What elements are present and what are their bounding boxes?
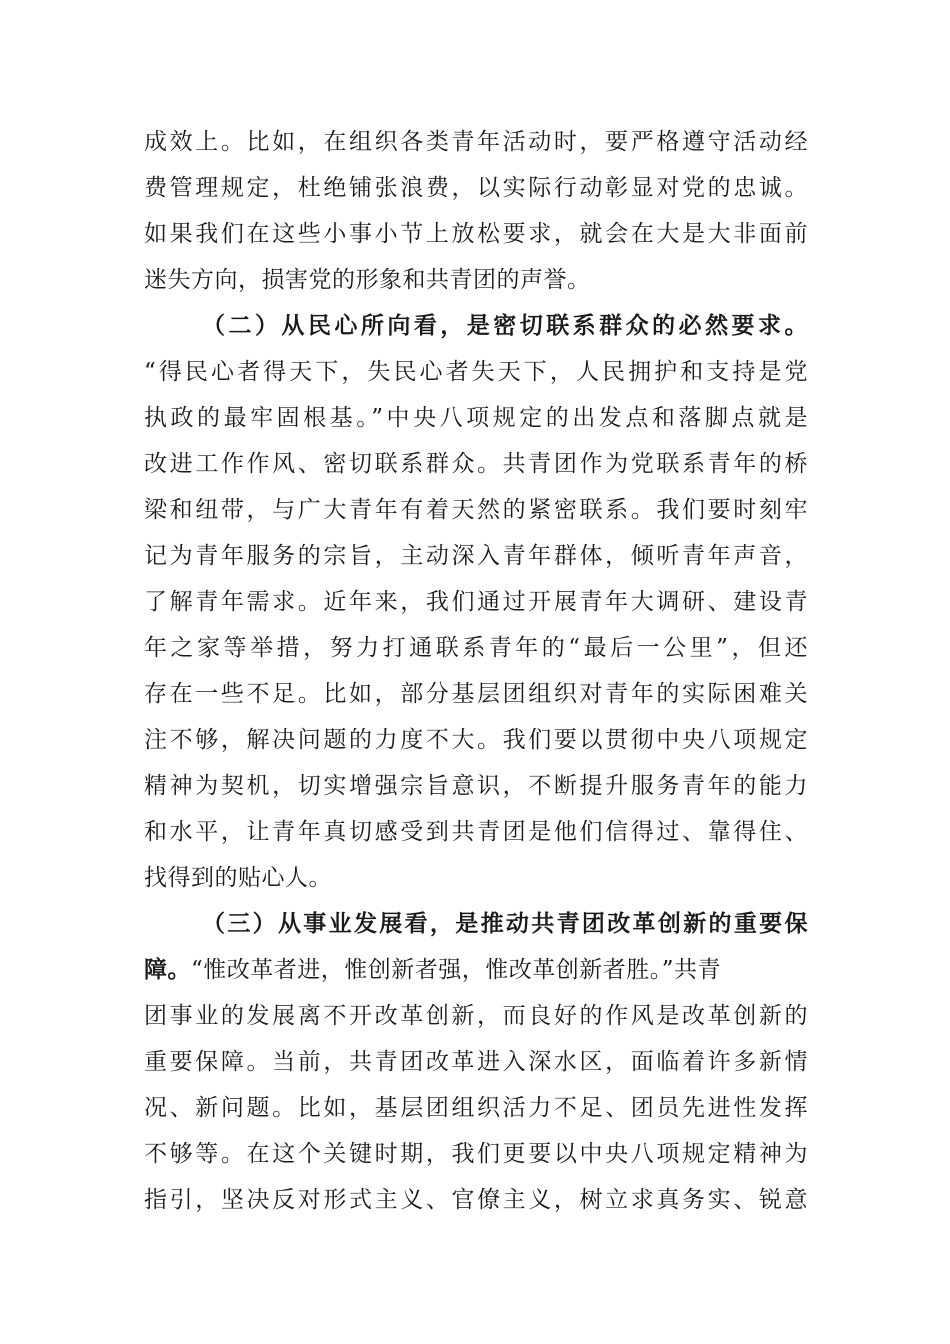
text-line: 重要保障。当前，共青团改革进入深水区，面临着许多新情: [144, 1049, 808, 1075]
section-heading-2: （二）从民心所向看，是密切联系群众的必然要求。: [202, 312, 808, 339]
section-heading-3: （三）从事业发展看，是推动共青团改革创新的重要保: [202, 910, 808, 937]
text-line: 费管理规定，杜绝铺张浪费，以实际行动彰显对党的忠诚。: [144, 175, 808, 201]
text-line: 梁和纽带，与广大青年有着天然的紧密联系。我们要时刻牢: [144, 497, 808, 523]
text-line: 不够等。在这个关键时期，我们更要以中央八项规定精神为: [144, 1141, 808, 1167]
text-line: 况、新问题。比如，基层团组织活力不足、团员先进性发挥: [144, 1095, 808, 1121]
text-line: 指引，坚决反对形式主义、官僚主义，树立求真务实、锐意: [144, 1187, 808, 1213]
text-line: 和水平，让青年真切感受到共青团是他们信得过、靠得住、: [144, 819, 808, 845]
text-line: 成效上。比如，在组织各类青年活动时，要严格遵守活动经: [144, 129, 808, 155]
text-line: 注不够，解决问题的力度不大。我们要以贯彻中央八项规定: [144, 727, 808, 753]
text-line: “得民心者得天下，失民心者失天下，人民拥护和支持是党: [144, 359, 808, 385]
text-line: [144, 947, 721, 993]
text-line: 团事业的发展离不开改革创新，而良好的作风是改革创新的: [144, 1003, 808, 1029]
text-line: 记为青年服务的宗旨，主动深入青年群体，倾听青年声音，: [144, 543, 808, 569]
text-line: 如果我们在这些小事小节上放松要求，就会在大是大非面前: [144, 221, 808, 247]
quote-text: “惟改革者进，惟创新者强，惟改革创新者胜。”共青: [191, 957, 722, 983]
text-line: 存在一些不足。比如，部分基层团组织对青年的实际困难关: [144, 681, 808, 707]
section-heading-3-end: 障。: [144, 956, 191, 983]
text-line: 了解青年需求。近年来，我们通过开展青年大调研、建设青: [144, 589, 808, 615]
text-line: 迷失方向，损害党的形象和共青团的声誉。: [144, 267, 591, 293]
text-line: 年之家等举措，努力打通联系青年的“最后一公里”，但还: [144, 635, 808, 661]
text-line: 改进工作作风、密切联系群众。共青团作为党联系青年的桥: [144, 451, 808, 477]
text-line: 执政的最牢固根基。”中央八项规定的出发点和落脚点就是: [144, 405, 808, 431]
text-line: 找得到的贴心人。: [144, 865, 332, 891]
text-line: 精神为契机，切实增强宗旨意识，不断提升服务青年的能力: [144, 773, 808, 799]
